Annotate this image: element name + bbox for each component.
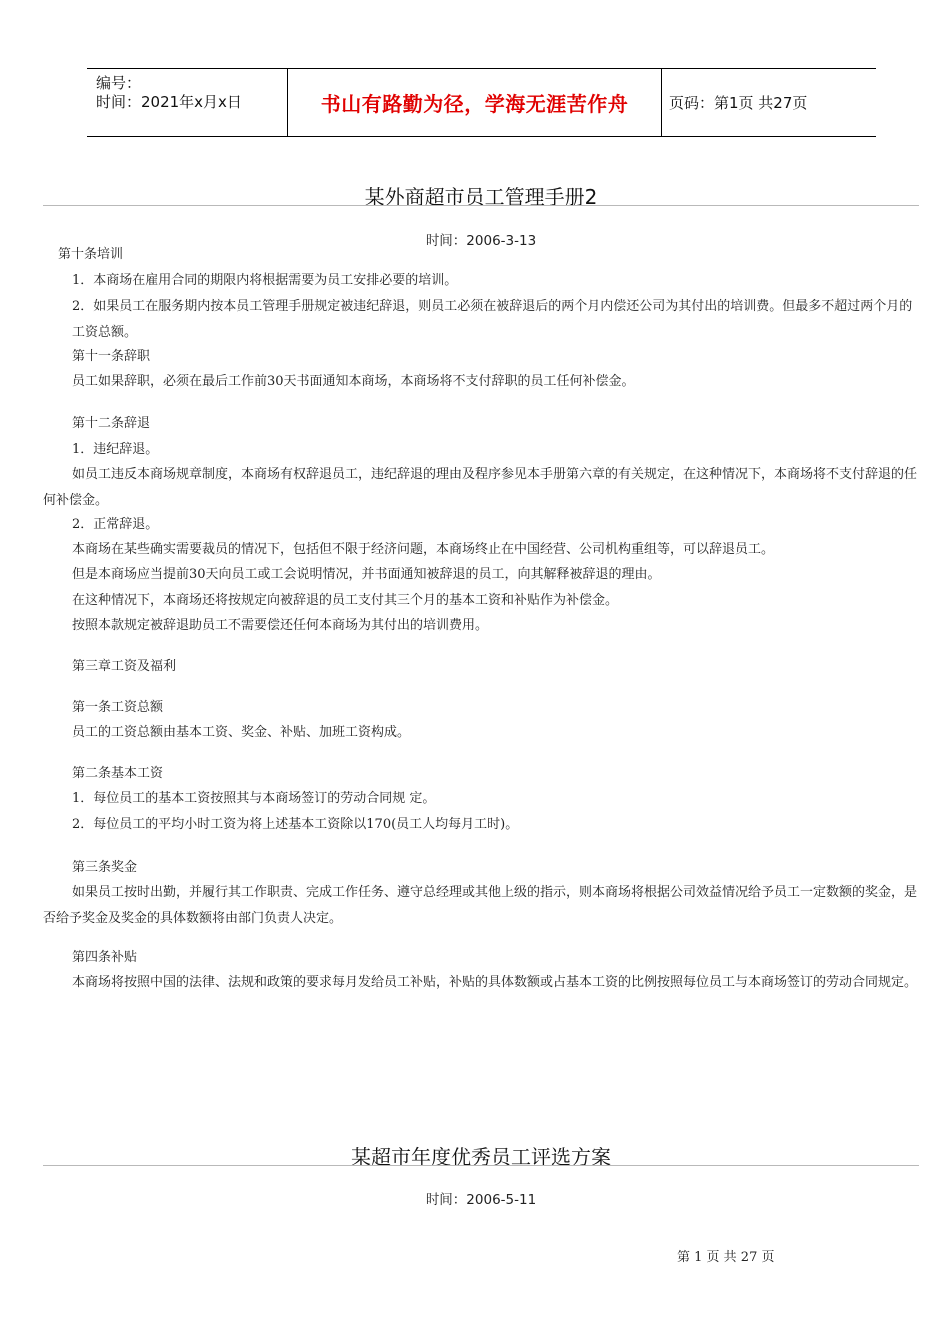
doc1-section-heading: 第十二条辞退 <box>72 416 151 431</box>
doc1-paragraph: 但是本商场应当提前30天向员工或工会说明情况，并书面通知被辞退的员工，向其解释被辞退的理由。 <box>72 567 661 582</box>
header-motto-cell <box>287 69 662 136</box>
doc2-title-rule <box>43 1165 919 1166</box>
header-time-label: 时间：2021年x月x日 <box>96 93 242 111</box>
doc1-paragraph: 员工的工资总额由基本工资、奖金、补贴、加班工资构成。 <box>72 725 411 740</box>
doc1-title-rule <box>43 205 919 206</box>
doc2-date: 时间：2006-5-11 <box>425 1192 537 1208</box>
doc1-chapter-heading: 第三章工资及福利 <box>72 659 177 674</box>
doc1-paragraph: 如员工违反本商场规章制度，本商场有权辞退员工，违纪辞退的理由及程序参见本手册第六章的有关规定，在这种情况下，本商场将不支付辞退的任何补偿金。 <box>43 467 918 508</box>
header-page-info: 页码：第1页 共27页 <box>669 94 808 112</box>
doc1-section-heading: 第十条培训 <box>58 247 124 262</box>
doc1-paragraph: 2．正常辞退。 <box>72 517 159 532</box>
header-number-label: 编号： <box>96 74 142 92</box>
doc1-paragraph: 1．违纪辞退。 <box>72 442 159 457</box>
doc1-paragraph: 在这种情况下，本商场还将按规定向被辞退的员工支付其三个月的基本工资和补贴作为补偿金。 <box>72 593 619 608</box>
doc1-section-heading: 第二条基本工资 <box>72 766 164 781</box>
doc1-paragraph: 员工如果辞职，必须在最后工作前30天书面通知本商场，本商场将不支付辞职的员工任何补偿金。 <box>72 374 635 389</box>
header-page-cell <box>661 69 876 136</box>
doc1-paragraph: 本商场在某些确实需要裁员的情况下，包括但不限于经济问题，本商场终止在中国经营、公司机构重组等，可以辞退员工。 <box>72 542 775 557</box>
header-motto: 书山有路勤为径，学海无涯苦作舟 <box>320 92 629 116</box>
doc1-paragraph: 1．本商场在雇用合同的期限内将根据需要为员工安排必要的培训。 <box>72 273 458 288</box>
doc1-section-heading: 第一条工资总额 <box>72 700 164 715</box>
doc1-date: 时间：2006-3-13 <box>425 233 537 249</box>
doc1-paragraph: 2．如果员工在服务期内按本员工管理手册规定被违纪辞退，则员工必须在被辞退后的两个月内偿还公司为其付出的培训费。但最多不超过两个月的工资总额。 <box>72 299 913 340</box>
header-meta-cell <box>87 69 287 136</box>
doc1-paragraph: 2．每位员工的平均小时工资为将上述基本工资除以170(员工人均每月工时)。 <box>72 817 519 832</box>
page-footer: 第 1 页 共 27 页 <box>677 1250 775 1265</box>
doc1-section-heading: 第十一条辞职 <box>72 349 151 364</box>
doc1-section-heading: 第三条奖金 <box>72 860 138 875</box>
page-header <box>87 68 876 137</box>
doc1-title: 某外商超市员工管理手册2 <box>364 185 598 209</box>
doc1-paragraph: 1．每位员工的基本工资按照其与本商场签订的劳动合同规 定。 <box>72 791 436 806</box>
doc1-section-heading: 第四条补贴 <box>72 950 138 965</box>
doc1-paragraph: 本商场将按照中国的法律、法规和政策的要求每月发给员工补贴，补贴的具体数额或占基本工资的比例按照每位员工与本商场签订的劳动合同规定。 <box>72 975 918 990</box>
doc1-paragraph: 按照本款规定被辞退助员工不需要偿还任何本商场为其付出的培训费用。 <box>72 618 489 633</box>
doc1-paragraph: 如果员工按时出勤，并履行其工作职责、完成工作任务、遵守总经理或其他上级的指示，则本商场将根据公司效益情况给予员工一定数额的奖金，是否给予奖金及奖金的具体数额将由部门负责人决定。 <box>43 885 918 926</box>
doc2-title: 某超市年度优秀员工评选方案 <box>351 1145 611 1169</box>
